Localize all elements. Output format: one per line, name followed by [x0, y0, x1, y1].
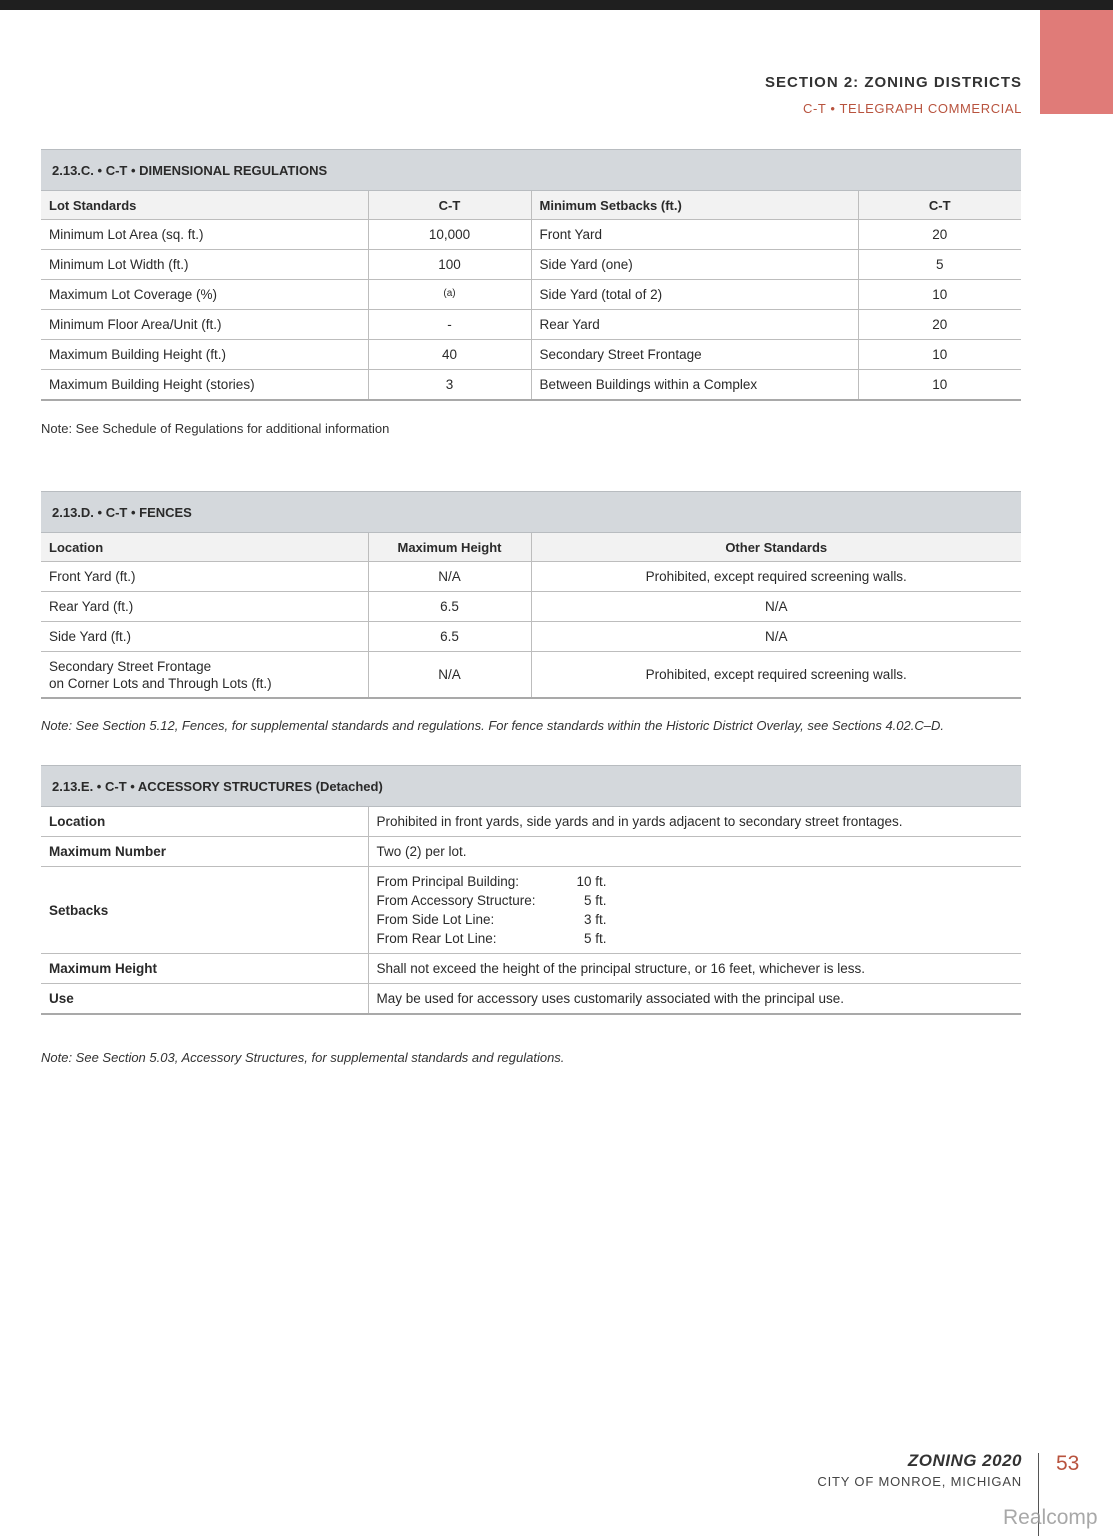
setback-label: From Accessory Structure: [376, 893, 536, 908]
row-label: Maximum Number [41, 837, 368, 867]
setback-value: 5 ft. [583, 893, 607, 908]
row-label: Location [41, 807, 368, 837]
setback-value: 3 ft. [583, 912, 607, 927]
top-bar [0, 0, 1113, 10]
cell: 10 [858, 370, 1021, 401]
cell: 3 [368, 370, 531, 401]
cell: N/A [368, 652, 531, 699]
cell: Maximum Building Height (ft.) [41, 340, 368, 370]
cell: N/A [531, 622, 1021, 652]
dimensional-regulations-table [41, 149, 1021, 401]
column-header: C-T [368, 191, 531, 220]
column-header: C-T [858, 191, 1021, 220]
cell: 100 [368, 250, 531, 280]
column-header: Location [41, 533, 368, 562]
page-number: 53 [1056, 1452, 1080, 1475]
table-row [41, 340, 1021, 370]
cell: 10 [858, 280, 1021, 310]
table-row [41, 954, 1021, 984]
setback-label: From Rear Lot Line: [376, 931, 497, 946]
table-row [41, 622, 1021, 652]
section-title: SECTION 2: ZONING DISTRICTS [764, 74, 1022, 91]
cell: 5 [858, 250, 1021, 280]
table-row [41, 984, 1021, 1015]
cell: Side Yard (total of 2) [531, 280, 858, 310]
table-row [41, 250, 1021, 280]
cell: Minimum Lot Width (ft.) [41, 250, 368, 280]
cell [368, 280, 531, 310]
cell: 10,000 [368, 220, 531, 250]
fences-note: Note: See Section 5.12, Fences, for supplemental standards and regulations. For fence standards within the Historic District Overlay, see Sections 4.02.C–D. [41, 718, 944, 733]
table-row [41, 592, 1021, 622]
cell: 20 [858, 310, 1021, 340]
cell: Maximum Building Height (stories) [41, 370, 368, 401]
table-row [41, 310, 1021, 340]
watermark: Realcomp [1003, 1506, 1098, 1529]
row-label: Maximum Height [41, 954, 368, 984]
cell: Minimum Floor Area/Unit (ft.) [41, 310, 368, 340]
cell: Between Buildings within a Complex [531, 370, 858, 401]
cell: Side Yard (one) [531, 250, 858, 280]
cell: Minimum Lot Area (sq. ft.) [41, 220, 368, 250]
row-label: Setbacks [41, 867, 368, 954]
cell: Secondary Street Frontage [531, 340, 858, 370]
cell-line: on Corner Lots and Through Lots (ft.) [49, 675, 272, 691]
cell: Front Yard (ft.) [41, 562, 368, 592]
table-row [41, 562, 1021, 592]
dimensional-note: Note: See Schedule of Regulations for additional information [41, 421, 390, 436]
cell [41, 652, 368, 699]
column-header: Other Standards [531, 533, 1021, 562]
footer-city: CITY OF MONROE, MICHIGAN [817, 1474, 1022, 1489]
row-label: Use [41, 984, 368, 1015]
column-header: Minimum Setbacks (ft.) [531, 191, 858, 220]
cell: 20 [858, 220, 1021, 250]
setback-label: From Principal Building: [376, 874, 520, 889]
cell: 40 [368, 340, 531, 370]
cell: N/A [531, 592, 1021, 622]
table-title: 2.13.E. • C-T • ACCESSORY STRUCTURES (Detached) [41, 766, 1021, 807]
setback-label: From Side Lot Line: [376, 912, 495, 927]
table-row [41, 807, 1021, 837]
setback-value: 5 ft. [583, 931, 607, 946]
table-row [41, 220, 1021, 250]
cell: Prohibited in front yards, side yards and in yards adjacent to secondary street frontages. [368, 807, 1021, 837]
cell: Rear Yard (ft.) [41, 592, 368, 622]
setbacks-cell [368, 867, 1021, 954]
cell: 10 [858, 340, 1021, 370]
table-title: 2.13.C. • C-T • DIMENSIONAL REGULATIONS [41, 150, 1021, 191]
cell: Shall not exceed the height of the principal structure, or 16 feet, whichever is less. [368, 954, 1021, 984]
cell: - [368, 310, 531, 340]
column-header: Lot Standards [41, 191, 368, 220]
cell: N/A [368, 562, 531, 592]
table-row [41, 652, 1021, 699]
accessory-note: Note: See Section 5.03, Accessory Structures, for supplemental standards and regulations. [41, 1050, 565, 1065]
table-row [41, 280, 1021, 310]
cell: Prohibited, except required screening walls. [531, 562, 1021, 592]
table-row [41, 837, 1021, 867]
table-title: 2.13.D. • C-T • FENCES [41, 492, 1021, 533]
table-row [41, 867, 1021, 954]
cell: Two (2) per lot. [368, 837, 1021, 867]
cell: May be used for accessory uses customarily associated with the principal use. [368, 984, 1021, 1015]
cell: Side Yard (ft.) [41, 622, 368, 652]
cell: 6.5 [368, 592, 531, 622]
cell: Front Yard [531, 220, 858, 250]
table-row [41, 370, 1021, 401]
cell: Rear Yard [531, 310, 858, 340]
cell-line: Secondary Street Frontage [49, 658, 212, 674]
cell: Maximum Lot Coverage (%) [41, 280, 368, 310]
cell: 6.5 [368, 622, 531, 652]
accessory-structures-table [41, 765, 1021, 1015]
setback-value: 10 ft. [576, 874, 607, 889]
subsection-title: C-T • TELEGRAPH COMMERCIAL [802, 101, 1022, 116]
section-tab [1040, 10, 1113, 114]
footnote-marker: (a) [443, 288, 456, 299]
column-header: Maximum Height [368, 533, 531, 562]
cell: Prohibited, except required screening walls. [531, 652, 1021, 699]
footer-title: ZONING 2020 [907, 1451, 1022, 1470]
fences-table [41, 491, 1021, 699]
